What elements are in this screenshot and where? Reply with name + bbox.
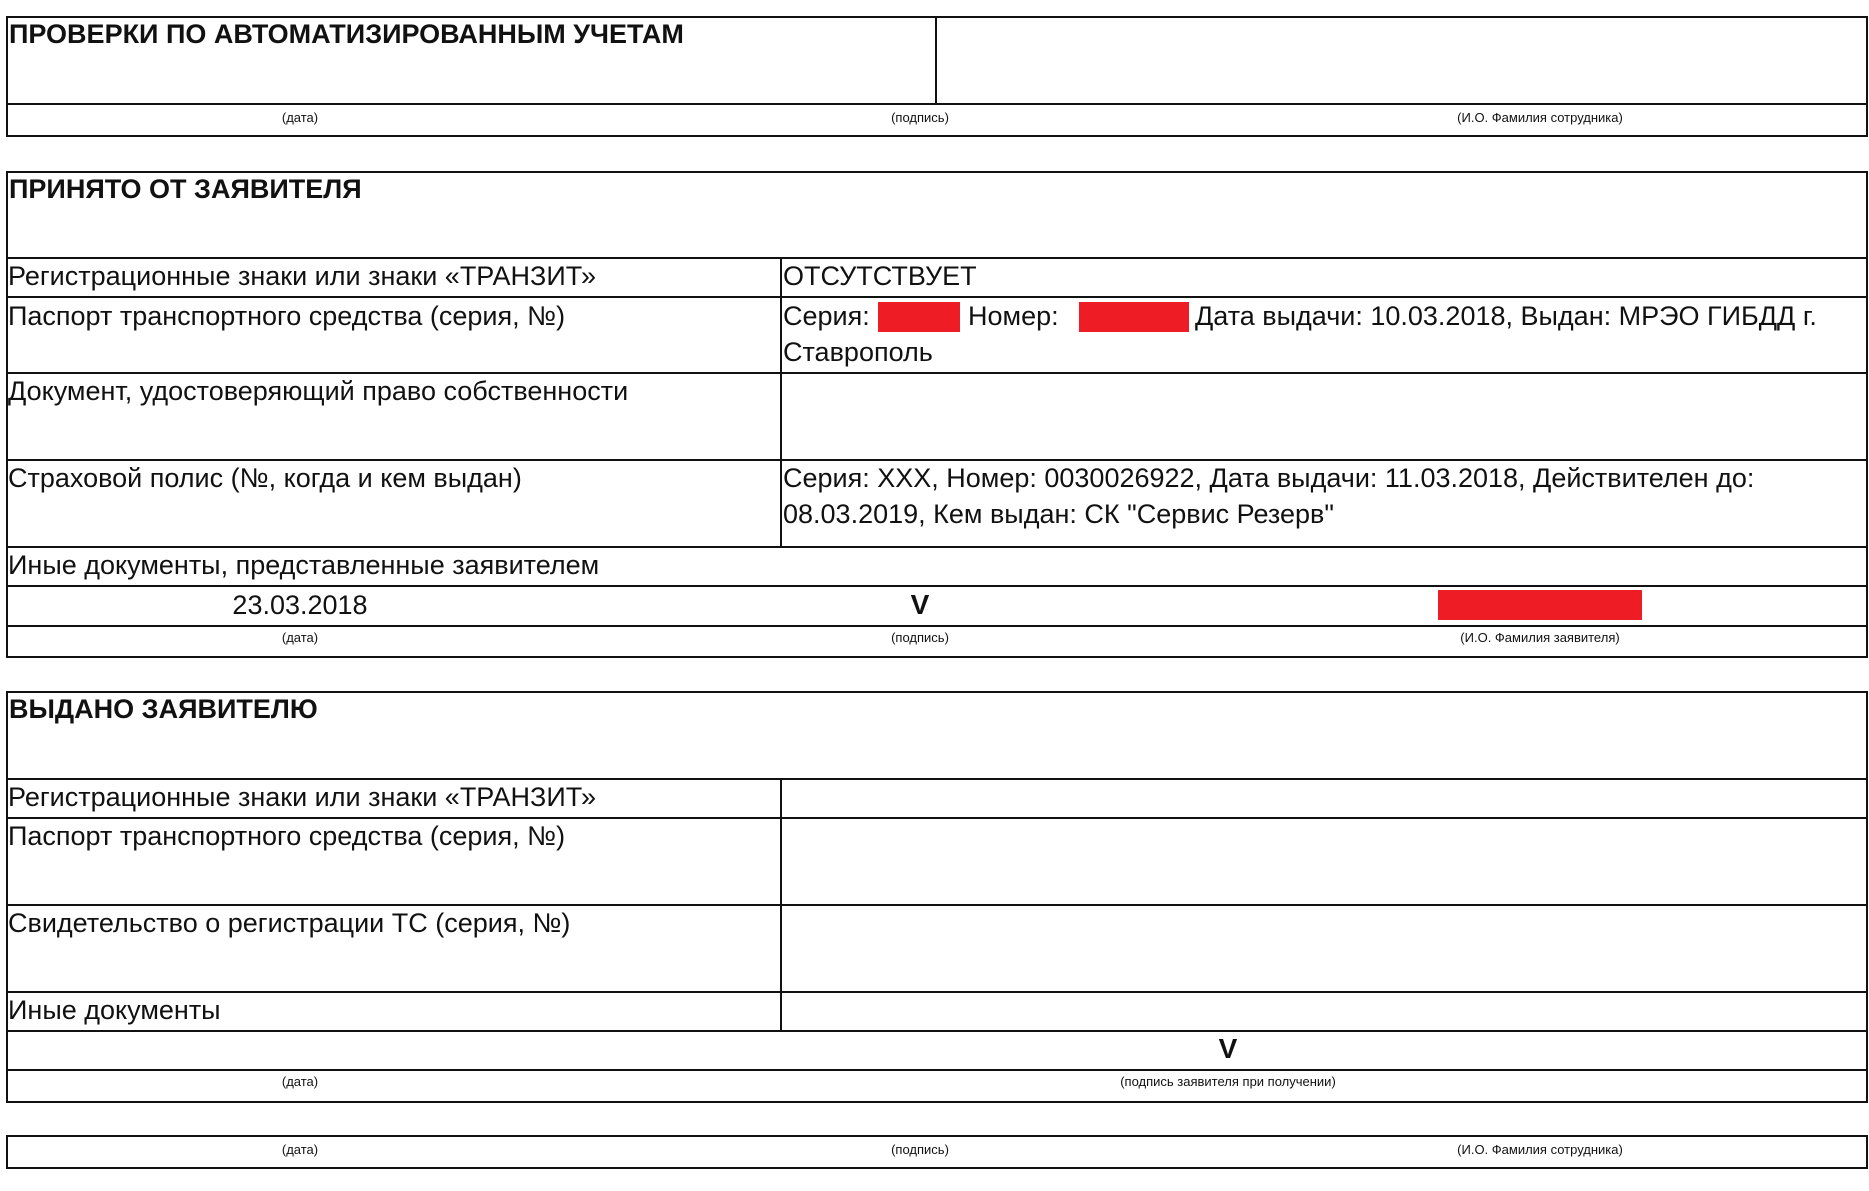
- divider: [6, 103, 1868, 105]
- signature-mark: V: [1218, 1033, 1238, 1064]
- row-label: Страховой полис (№, когда и кем выдан): [8, 463, 522, 493]
- divider: [780, 257, 782, 547]
- employee-name-caption: (И.О. Фамилия сотрудника): [1457, 110, 1623, 125]
- row-label: Свидетельство о регистрации ТС (серия, №): [8, 908, 571, 938]
- divider: [6, 1030, 1868, 1032]
- row-label: Паспорт транспортного средства (серия, №): [8, 301, 566, 331]
- divider: [6, 625, 1868, 627]
- signature-caption: (подпись): [891, 630, 949, 645]
- signature-caption: (подпись): [891, 1142, 949, 1157]
- applicant-signature-caption: (подпись заявителя при получении): [1120, 1074, 1336, 1089]
- checks-section-title: ПРОВЕРКИ ПО АВТОМАТИЗИРОВАННЫМ УЧЕТАМ: [9, 19, 684, 49]
- pts-number-label: Номер:: [968, 301, 1059, 331]
- row-label: Документ, удостоверяющий право собственности: [8, 376, 629, 406]
- row-label: Регистрационные знаки или знаки «ТРАНЗИТ»: [8, 261, 597, 291]
- row-label: Иные документы: [8, 995, 221, 1025]
- date-caption: (дата): [281, 110, 319, 125]
- row-value: ОТСУТСТВУЕТ: [783, 261, 977, 291]
- divider: [935, 16, 937, 104]
- divider: [6, 991, 1868, 993]
- applicant-name-caption: (И.О. Фамилия заявителя): [1460, 630, 1620, 645]
- divider: [6, 1069, 1868, 1071]
- row-label: Регистрационные знаки или знаки «ТРАНЗИТ»: [8, 782, 597, 812]
- received-section-title: ПРИНЯТО ОТ ЗАЯВИТЕЛЯ: [9, 174, 362, 204]
- row-label: Иные документы, представленные заявителем: [8, 550, 600, 580]
- employee-name-caption: (И.О. Фамилия сотрудника): [1457, 1142, 1623, 1157]
- redaction-applicant-name: [1438, 590, 1642, 620]
- signature-caption: (подпись): [891, 110, 949, 125]
- receipt-date: 23.03.2018: [232, 590, 368, 620]
- date-caption: (дата): [281, 630, 319, 645]
- issued-section: [6, 691, 1868, 1103]
- date-caption: (дата): [281, 1074, 319, 1089]
- divider: [780, 778, 782, 1031]
- pts-series-label: Серия:: [783, 301, 870, 331]
- divider: [6, 585, 1868, 587]
- issued-section-title: ВЫДАНО ЗАЯВИТЕЛЮ: [9, 694, 318, 724]
- pts-issue-info: Дата выдачи: 10.03.2018, Выдан: МРЭО ГИБДД г. Ставрополь: [783, 301, 1817, 367]
- row-label: Паспорт транспортного средства (серия, №): [8, 821, 566, 851]
- insurance-value: Серия: XXX, Номер: 0030026922, Дата выдачи: 11.03.2018, Действителен до: 08.03.2019, Кем выдан: СК "Сервис Резерв": [783, 463, 1755, 529]
- date-caption: (дата): [281, 1142, 319, 1157]
- signature-mark: V: [910, 589, 930, 620]
